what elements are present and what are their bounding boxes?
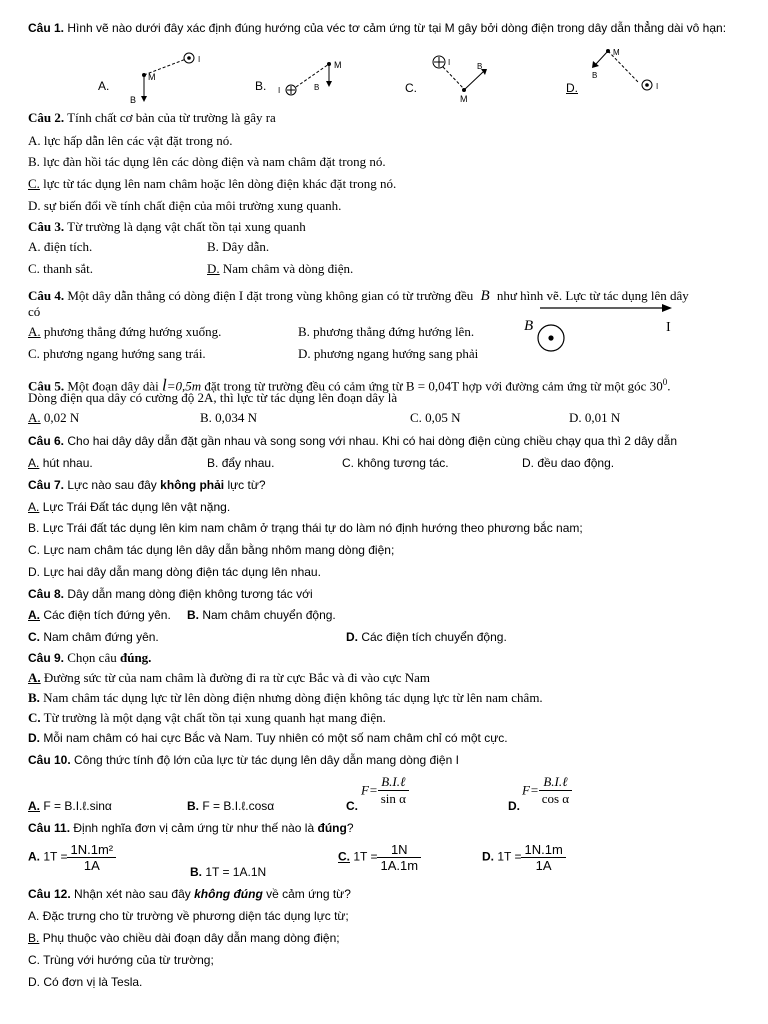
q10-option-c-formula: F= $\frac{\text{B.I.ℓ}}{\text{sin α}}$ [361, 774, 409, 807]
question-4-text-line2: có [28, 304, 41, 319]
q9-option-b: B. Nam châm tác dụng lực từ lên dòng điện nhưng dòng điện không tác dụng lực từ lên nam châm. [28, 690, 543, 705]
q10-option-b: B. F = B.I.ℓ.cosα [187, 799, 275, 813]
svg-text:M: M [334, 60, 342, 70]
q1-option-d-label: D. [566, 81, 578, 95]
question-8-text: Câu 8. Dây dẫn mang dòng điện không tương tác với [28, 587, 313, 601]
question-9-text: Câu 9. Chọn câu đúng. [28, 650, 152, 665]
q1-option-b-label: B. [255, 79, 267, 93]
q5-option-b: B. 0,034 N [200, 410, 258, 425]
q4-figure-i-label: I [666, 320, 671, 335]
q1-figure-c [428, 50, 506, 106]
q8-option-d: D. Các điện tích chuyển động. [346, 630, 507, 644]
q9-option-a: A. Đường sức từ của nam châm là đường đi ra từ cực Bắc và đi vào cực Nam [28, 670, 431, 685]
question-7-text: Câu 7. Lực nào sau đây không phải lực từ? [28, 478, 266, 492]
q12-option-b: B. Phụ thuộc vào chiều dài đoạn dây dẫn mang dòng điện; [28, 931, 340, 945]
q3-option-b: B. Dây dẫn. [207, 239, 270, 254]
q2-option-d: D. sự biến đổi về tính chất điện của môi trường xung quanh. [28, 198, 342, 213]
question-10-text: Câu 10. Công thức tính độ lớn của lực từ tác dụng lên dây dẫn mang dòng điện I [28, 753, 459, 767]
svg-text:I: I [656, 82, 659, 91]
q1-option-c-label: C. [405, 81, 417, 95]
q1-figure-b [272, 54, 352, 100]
q2-option-b: B. lực đàn hồi tác dụng lên các dòng điện và nam châm đặt trong nó. [28, 154, 386, 169]
question-5-text-line2: Dòng điện qua dây có cường độ 2A, thì lực từ tác dụng lên đoạn dây là [28, 390, 398, 405]
q1-figure-a [118, 48, 218, 110]
question-3-text: Câu 3. Từ trường là dạng vật chất tồn tại xung quanh [28, 219, 306, 234]
q2-option-c: C. lực từ tác dụng lên nam châm hoặc lên dòng điện khác đặt trong nó. [28, 176, 397, 191]
q1-figure-d [590, 44, 670, 96]
q6-option-b: B. đẩy nhau. [207, 456, 275, 470]
q6-option-c: C. không tương tác. [342, 456, 449, 470]
q7-option-a: A. Lực Trái Đất tác dụng lên vật nặng. [28, 500, 231, 514]
q4-option-a: A. phương thẳng đứng hướng xuống. [28, 324, 222, 339]
q4-option-c: C. phương ngang hướng sang trái. [28, 346, 206, 361]
q8-option-a: A. Các điện tích đứng yên. [28, 608, 171, 622]
svg-text:I: I [448, 58, 451, 67]
question-label: Câu 1. [28, 21, 65, 35]
q2-option-a: A. lực hấp dẫn lên các vật đặt trong nó. [28, 133, 233, 148]
svg-text:M: M [148, 72, 156, 82]
current-out-of-page-icon [536, 322, 566, 354]
q8-option-b: B. Nam châm chuyển động. [187, 608, 336, 622]
q11-option-b: B. 1T = 1A.1N [190, 865, 267, 879]
q5-option-c: C. 0,05 N [410, 410, 461, 425]
q4-option-d: D. phương ngang hướng sang phải [298, 346, 479, 361]
q9-option-c: C. Từ trường là một dạng vật chất tồn tại xung quanh hạt mang điện. [28, 710, 386, 725]
q6-option-a: A. hút nhau. [28, 456, 93, 470]
question-1-text: Câu 1. Hình vẽ nào dưới đây xác định đúng hướng của véc tơ cảm ứng từ tại M gây bởi dòng điện trong dây dẫn thẳng dài vô hạn: [28, 21, 727, 35]
q7-option-b: B. Lực Trái đất tác dụng lên kim nam châm ở trạng thái tự do làm nó định hướng theo phương bắc nam; [28, 521, 583, 535]
q11-option-d: D. 1T = $\frac{1N.1m}{1A}$ [482, 842, 566, 873]
question-12-text: Câu 12. Nhận xét nào sau đây không đúng về cảm ứng từ? [28, 887, 351, 901]
q10-option-c-letter: C. [346, 799, 358, 813]
q7-option-d: D. Lực hai dây dẫn mang dòng điện tác dụng lên nhau. [28, 565, 321, 579]
q10-option-a: A. F = B.I.ℓ.sinα [28, 799, 112, 813]
q1-option-a-label: A. [98, 79, 110, 93]
q4-option-b: B. phương thẳng đứng hướng lên. [298, 324, 475, 339]
q4-figure-b-label: B [524, 318, 534, 334]
question-11-text: Câu 11. Định nghĩa đơn vị cảm ứng từ như thế nào là đúng? [28, 821, 354, 835]
q12-option-c: C. Trùng với hướng của từ trường; [28, 953, 214, 967]
q5-option-a: A. 0,02 N [28, 410, 80, 425]
question-6-text: Câu 6. Cho hai dây dây dẫn đặt gần nhau và song song với nhau. Khi có hai dòng điện cùng chiều chạy qua thì 2 dây dẫn [28, 434, 678, 448]
svg-text:B: B [314, 83, 320, 92]
q12-option-a: A. Đặc trưng cho từ trường về phương diện tác dụng lực từ; [28, 909, 349, 923]
q7-option-c: C. Lực nam châm tác dụng lên dây dẫn bằng nhôm mang dòng điện; [28, 543, 395, 557]
q11-option-a: A. 1T = $\frac{\text{1N.1m²}}{1A}$ [28, 842, 116, 873]
q3-option-d: D. Nam châm và dòng điện. [207, 261, 354, 276]
svg-text:I: I [198, 55, 201, 64]
q6-option-d: D. đều dao động. [522, 456, 615, 470]
q10-option-d-formula: F= $\frac{\text{B.I.ℓ}}{\text{cos α}}$ [522, 774, 572, 807]
svg-text:M: M [613, 48, 620, 57]
q10-option-d-letter: D. [508, 799, 520, 813]
q8-option-c: C. Nam châm đứng yên. [28, 630, 159, 644]
b-vector-arrow [540, 302, 674, 314]
q3-option-c: C. thanh sắt. [28, 261, 93, 276]
svg-text:B: B [477, 62, 483, 71]
svg-text:M: M [460, 94, 468, 104]
q3-option-a: A. điện tích. [28, 239, 93, 254]
q9-option-d: D. Mỗi nam châm có hai cực Bắc và Nam. Tuy nhiên có một số nam châm chỉ có một cực. [28, 731, 508, 745]
question-2-text: Câu 2. Tính chất cơ bản của từ trường là gây ra [28, 110, 276, 125]
q12-option-d: D. Có đơn vị là Tesla. [28, 975, 143, 989]
q5-option-d: D. 0,01 N [569, 410, 621, 425]
question-5-text: Câu 5. Một đoạn dây dài l=0,5m đặt trong từ trường đều có cảm ứng từ B = 0,04T hợp với đường cảm ứng từ một góc $30^0$. [28, 375, 671, 395]
q11-option-c: C. 1T = $\frac{1N}{1A.1m}$ [338, 842, 421, 873]
svg-text:I: I [278, 86, 281, 95]
svg-text:B: B [592, 71, 598, 80]
question-4-text: Câu 4. Một dây dẫn thẳng có dòng điện I đặt trong vùng không gian có từ trường đều B như hình vẽ. Lực từ tác dụng lên dây [28, 288, 689, 304]
svg-text:B: B [130, 95, 137, 105]
